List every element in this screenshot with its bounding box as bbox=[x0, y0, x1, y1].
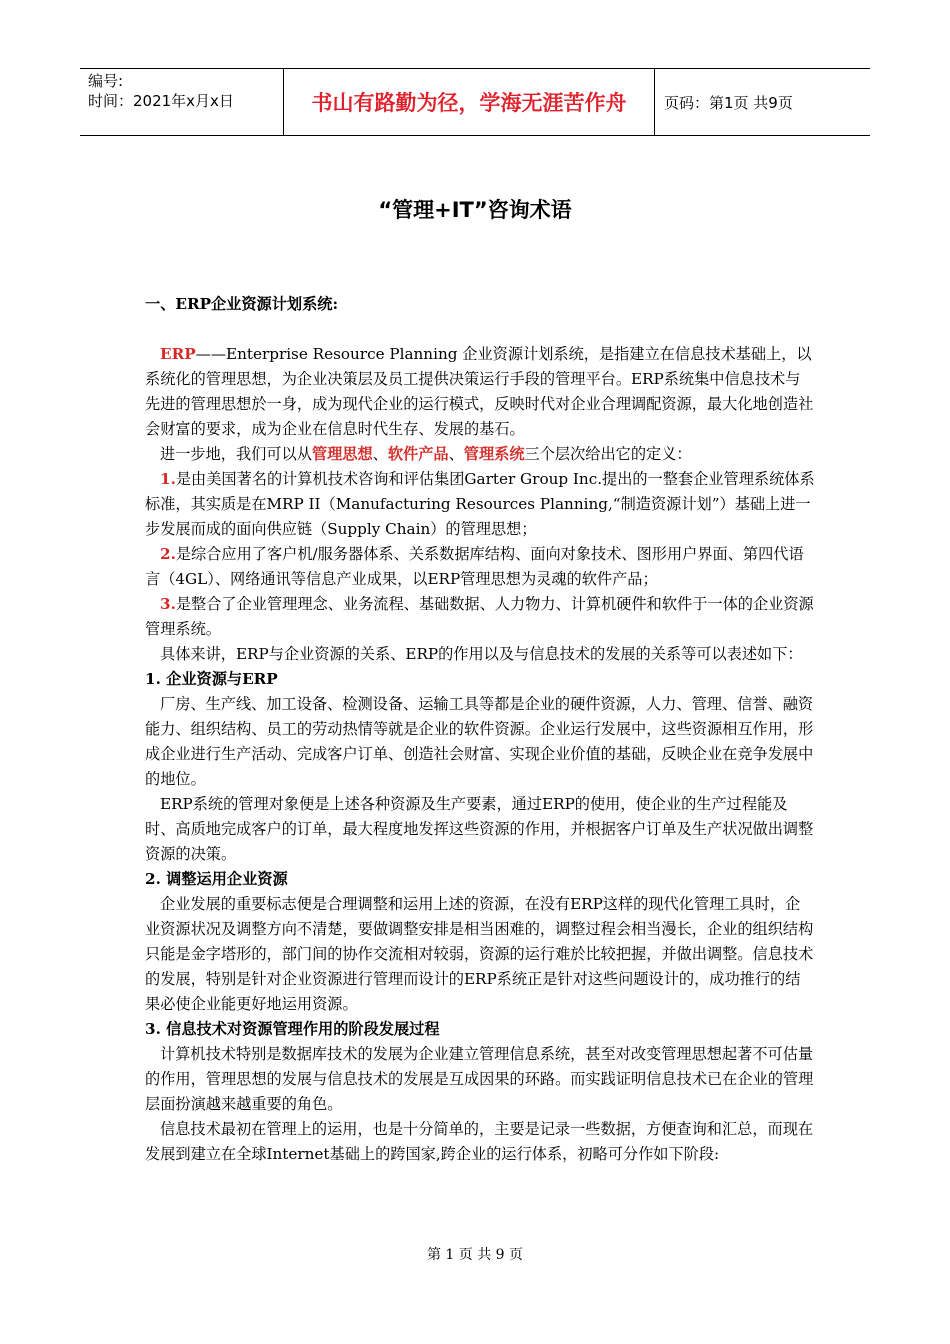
definition-1 bbox=[145, 467, 815, 542]
page-footer: 第 1 页 共 9 页 bbox=[426, 1247, 524, 1263]
definition-text: 是综合应用了客户机/服务器体系、关系数据库结构、面向对象技术、图形用户界面、第四代语言（4GL）、网络通讯等信息产业成果，以ERP管理思想为灵魂的软件产品； bbox=[145, 545, 804, 588]
definition-number: 3. bbox=[160, 595, 176, 613]
keyword-management-system: 管理系统 bbox=[463, 445, 525, 463]
text-span: 三个层次给出它的定义： bbox=[524, 445, 692, 463]
date-label: 时间：2021年x月x日 bbox=[88, 92, 234, 110]
text-span: 、 bbox=[448, 445, 464, 463]
serial-label: 编号: bbox=[88, 72, 124, 90]
erp-keyword: ERP bbox=[160, 345, 196, 363]
document-title: “管理+IT”咨询术语 bbox=[378, 198, 572, 222]
paragraph-definitions-lead bbox=[145, 442, 815, 467]
text-span: 、 bbox=[372, 445, 388, 463]
text-span: 进一步地，我们可以从 bbox=[160, 445, 312, 463]
header-motto: 书山有路勤为径，学海无涯苦作舟 bbox=[283, 69, 655, 135]
subheading: 2. 调整运用企业资源 bbox=[145, 870, 288, 888]
paragraph: 企业发展的重要标志便是合理调整和运用上述的资源，在没有ERP这样的现代化管理工具时，企业资源状况及调整方向不清楚，要做调整安排是相当困难的，调整过程会相当漫长，企业的组织结构只能是金字塔形的，部门间的协作交流相对较弱，资源的运行难於比较把握，并做出调整。信息技术的发展，特别是针对企业资源进行管理而设计的ERP系统正是针对这些问题设计的，成功推行的结果必使企业能更好地运用资源。 bbox=[145, 895, 814, 1013]
paragraph: 具体来讲，ERP与企业资源的关系、ERP的作用以及与信息技术的发展的关系等可以表述如下： bbox=[160, 645, 803, 663]
paragraph: 厂房、生产线、加工设备、检测设备、运输工具等都是企业的硬件资源，人力、管理、信誉、融资能力、组织结构、员工的劳动热情等就是企业的软件资源。企业运行发展中，这些资源相互作用，形成企业进行生产活动、完成客户订单、创造社会财富、实现企业价值的基础，反映企业在竞争发展中的地位。 bbox=[145, 695, 814, 788]
subheading: 3. 信息技术对资源管理作用的阶段发展过程 bbox=[145, 1020, 440, 1038]
definition-2 bbox=[145, 542, 815, 592]
paragraph: 计算机技术特别是数据库技术的发展为企业建立管理信息系统，甚至对改变管理思想起著不可估量的作用，管理思想的发展与信息技术的发展是互成因果的环路。而实践证明信息技术已在企业的管理层面扮演越来越重要的角色。 bbox=[145, 1045, 814, 1113]
paragraph-erp-intro bbox=[145, 342, 815, 442]
keyword-management-thought: 管理思想 bbox=[311, 445, 373, 463]
definition-3 bbox=[145, 592, 815, 642]
keyword-software-product: 软件产品 bbox=[387, 445, 449, 463]
subheading: 1. 企业资源与ERP bbox=[145, 670, 278, 688]
definition-number: 1. bbox=[160, 470, 176, 488]
definition-number: 2. bbox=[160, 545, 176, 563]
page-header bbox=[80, 68, 870, 136]
section-heading: 一、ERP企业资源计划系统: bbox=[145, 295, 339, 313]
definition-text: 是由美国著名的计算机技术咨询和评估集团Garter Group Inc.提出的一整套企业管理系统体系标准，其实质是在MRP II（Manufacturing Resources Planning,“制造资源计划”）基础上进一步发展而成的面向供应链（Supply Chain）的管理思想； bbox=[145, 470, 815, 538]
header-page-info: 页码：第1页 共9页 bbox=[664, 93, 793, 112]
definition-text: 是整合了企业管理理念、业务流程、基础数据、人力物力、计算机硬件和软件于一体的企业资源管理系统。 bbox=[145, 595, 814, 638]
header-meta bbox=[80, 69, 283, 135]
document-body bbox=[145, 292, 815, 1167]
paragraph: 信息技术最初在管理上的运用，也是十分简单的，主要是记录一些数据，方便查询和汇总，而现在发展到建立在全球Internet基础上的跨国家,跨企业的运行体系，初略可分作如下阶段: bbox=[145, 1120, 814, 1163]
erp-intro-text: ——Enterprise Resource Planning 企业资源计划系统，是指建立在信息技术基础上，以系统化的管理思想，为企业决策层及员工提供决策运行手段的管理平台。ERP系统集中信息技术与先进的管理思想於一身，成为现代企业的运行模式，反映时代对企业合理调配资源，最大化地创造社会财富的要求，成为企业在信息时代生存、发展的基石。 bbox=[145, 345, 814, 438]
paragraph: ERP系统的管理对象便是上述各种资源及生产要素，通过ERP的使用，使企业的生产过程能及时、高质地完成客户的订单，最大程度地发挥这些资源的作用，并根据客户订单及生产状况做出调整资源的决策。 bbox=[145, 795, 814, 863]
